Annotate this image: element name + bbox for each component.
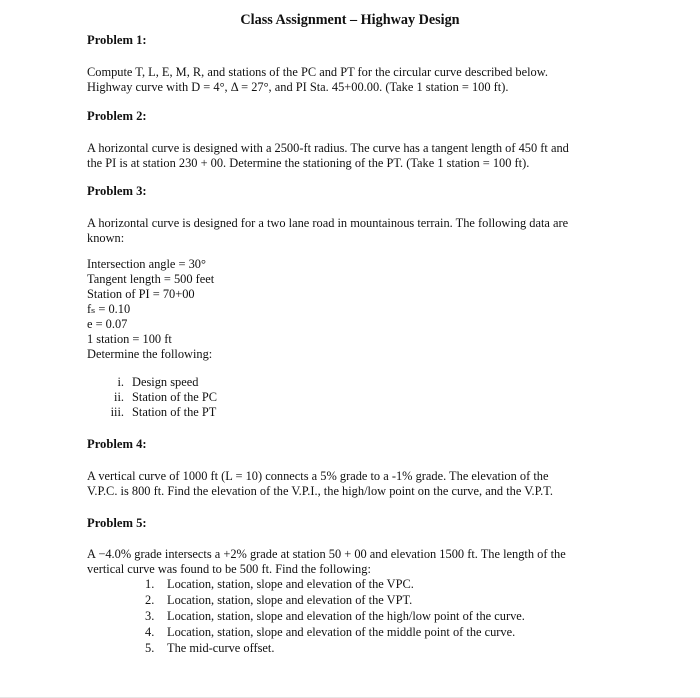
problem-1-text-line-2: Highway curve with D = 4°, Δ = 27°, and PI Sta. 45+00.00. (Take 1 station = 100 ft). bbox=[87, 80, 509, 94]
problem-3-text-line-2: known: bbox=[87, 231, 125, 245]
problem-1-text-line-1: Compute T, L, E, M, R, and stations of the PC and PT for the circular curve described below. bbox=[87, 65, 548, 79]
problem-4-heading: Problem 4: bbox=[87, 437, 147, 451]
list-item-text: Location, station, slope and elevation of the VPC. bbox=[167, 577, 414, 591]
list-item-text: Location, station, slope and elevation of the middle point of the curve. bbox=[167, 625, 516, 639]
problem-5-text-line-2: vertical curve was found to be 500 ft. Find the following: bbox=[87, 562, 371, 576]
problem-3-heading: Problem 3: bbox=[87, 184, 147, 198]
list-item-text: The mid-curve offset. bbox=[167, 641, 275, 655]
problem-2-heading: Problem 2: bbox=[87, 109, 147, 123]
problem-2-text-line-1: A horizontal curve is designed with a 2500-ft radius. The curve has a tangent length of 450 ft and bbox=[87, 141, 569, 155]
list-item-number: ii. bbox=[114, 390, 124, 404]
problem-3-text-line-1: A horizontal curve is designed for a two lane road in mountainous terrain. The following data are bbox=[87, 216, 569, 230]
list-item-number: i. bbox=[117, 375, 124, 389]
list-item-text: Station of the PT bbox=[132, 405, 217, 419]
problem-3-determine: Determine the following: bbox=[87, 347, 213, 361]
list-item-text: Location, station, slope and elevation of the high/low point of the curve. bbox=[167, 609, 525, 623]
problem-5-heading: Problem 5: bbox=[87, 516, 147, 530]
problem-3-data-station: 1 station = 100 ft bbox=[87, 332, 172, 346]
list-item-number: 3. bbox=[145, 609, 155, 623]
problem-4-text-line-1: A vertical curve of 1000 ft (L = 10) connects a 5% grade to a -1% grade. The elevation of the bbox=[87, 469, 549, 483]
list-item bbox=[99, 375, 198, 390]
list-item-text: Design speed bbox=[132, 375, 199, 389]
list-item-number: 2. bbox=[145, 593, 155, 607]
problem-3-data-tangent-length: Tangent length = 500 feet bbox=[87, 272, 215, 286]
problem-4-text-line-2: V.P.C. is 800 ft. Find the elevation of the V.P.I., the high/low point on the curve, and the V.P.T. bbox=[87, 484, 554, 498]
list-item bbox=[99, 405, 216, 420]
list-item-number: 1. bbox=[145, 577, 155, 591]
list-item-number: iii. bbox=[110, 405, 124, 419]
list-item bbox=[145, 625, 515, 640]
problem-3-data-fs: fₛ = 0.10 bbox=[87, 302, 131, 316]
list-item bbox=[145, 609, 525, 624]
list-item bbox=[145, 593, 412, 608]
list-item-text: Station of the PC bbox=[132, 390, 218, 404]
problem-3-data-e: e = 0.07 bbox=[87, 317, 128, 331]
problem-5-text-line-1: A −4.0% grade intersects a +2% grade at station 50 + 00 and elevation 1500 ft. The length of the bbox=[87, 547, 566, 561]
problem-1-heading: Problem 1: bbox=[87, 33, 147, 47]
problem-3-data-station-pi: Station of PI = 70+00 bbox=[87, 287, 195, 301]
problem-3-data-intersection-angle: Intersection angle = 30° bbox=[87, 257, 206, 271]
page-title: Class Assignment – Highway Design bbox=[240, 12, 460, 28]
list-item-number: 5. bbox=[145, 641, 155, 655]
list-item bbox=[145, 577, 414, 592]
problem-2-text-line-2: the PI is at station 230 + 00. Determine the stationing of the PT. (Take 1 station = 100 ft). bbox=[87, 156, 530, 170]
list-item-text: Location, station, slope and elevation of the VPT. bbox=[167, 593, 413, 607]
list-item bbox=[99, 390, 217, 405]
list-item bbox=[145, 641, 274, 656]
list-item-number: 4. bbox=[145, 625, 155, 639]
